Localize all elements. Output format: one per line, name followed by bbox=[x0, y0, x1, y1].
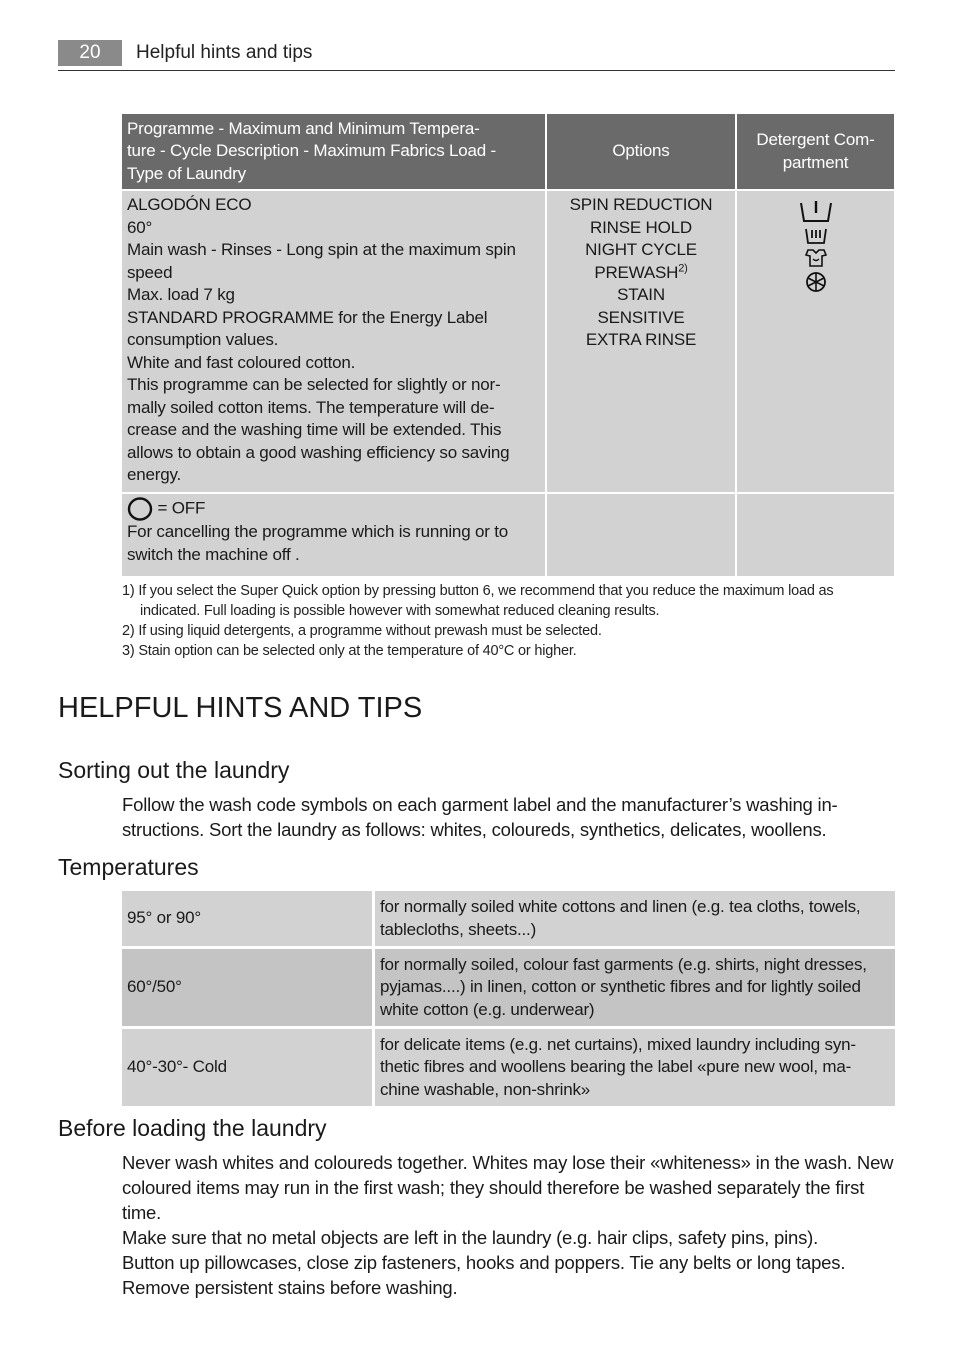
header-detergent: Detergent Com- partment bbox=[737, 114, 894, 189]
option-item: SENSITIVE bbox=[597, 307, 685, 327]
temperature-value: 95° or 90° bbox=[122, 891, 375, 946]
programme-description: ALGODÓN ECO 60° Main wash - Rinses - Long spin at the maximum spin speed Max. load 7 kg STANDARD PROGRAMME for the Energy Label consumption values. White and fast coloured cotton. This programme can be selected for slightly or nor- mally soiled cotton items. The temperature will de- crease and the washing time will be extended. This allows to obtain a good washing efficiency so saving energy. bbox=[122, 191, 545, 492]
programme-table bbox=[120, 112, 896, 578]
header-options: Options bbox=[547, 114, 735, 189]
detergent-compartments bbox=[737, 191, 894, 492]
before-loading-p2: Make sure that no metal objects are left in the laundry (e.g. hair clips, safety pins, pins). bbox=[122, 1227, 819, 1248]
off-label: = OFF bbox=[157, 498, 206, 518]
programme-options bbox=[547, 191, 735, 492]
before-loading-p3: Button up pillowcases, close zip fasteners, hooks and poppers. Tie any belts or long tapes. bbox=[122, 1252, 846, 1273]
option-item: EXTRA RINSE bbox=[585, 330, 697, 349]
programme-name: ALGODÓN ECO bbox=[127, 195, 252, 214]
programme-temp: 60° bbox=[127, 217, 153, 237]
programme-table-header bbox=[122, 114, 894, 189]
before-loading-p1: Never wash whites and coloureds together. Whites may lose their «whiteness» in the wash. New coloured items may run in the first wash; they should therefore be washed separately the first time. bbox=[122, 1152, 894, 1223]
temperature-desc: for normally soiled white cottons and linen (e.g. tea cloths, towels, tablecloths, sheets...) bbox=[375, 891, 895, 946]
page-header bbox=[58, 40, 895, 71]
header-title: Helpful hints and tips bbox=[136, 42, 313, 63]
off-circle-icon bbox=[127, 497, 153, 521]
off-description: = OFF For cancelling the programme which is running or to switch the machine off . bbox=[122, 494, 545, 576]
section-title: HELPFUL HINTS AND TIPS bbox=[58, 692, 423, 724]
option-item: PREWASH$^{2)}$ bbox=[594, 261, 688, 282]
sorting-text: Follow the wash code symbols on each garment label and the manufacturer’s washing in-structions. Sort the laundry as follows: whites, coloureds, synthetics, delicates, woollens. bbox=[122, 794, 838, 840]
table-row bbox=[122, 949, 895, 1026]
footnote-1: 1) If you select the Super Quick option by pressing button 6, we recommend that you reduce the maximum load as indicated. Full loading is possible however with somewhat reduced cleaning results. bbox=[122, 583, 834, 619]
footnote-3: 3) Stain option can be selected only at the temperature of 40°C or higher. bbox=[122, 643, 577, 659]
option-item: STAIN bbox=[617, 285, 665, 304]
temperature-desc: for delicate items (e.g. net curtains), mixed laundry including syn-thetic fibres and woollens bearing the label «pure new wool, ma-chine washable, non-shrink» bbox=[375, 1029, 895, 1106]
table-row bbox=[122, 1029, 895, 1106]
off-options bbox=[547, 494, 735, 576]
option-item: NIGHT CYCLE bbox=[585, 240, 697, 259]
temperature-value: 60°/50° bbox=[122, 949, 375, 1026]
header-programme: Programme - Maximum and Minimum Tempera- ture - Cycle Description - Maximum Fabrics Load - Type of Laundry bbox=[122, 114, 545, 189]
option-item: RINSE HOLD bbox=[590, 217, 692, 237]
footnote-2: 2) If using liquid detergents, a programme without prewash must be selected. bbox=[122, 623, 602, 639]
programme-load: Max. load 7 kg bbox=[127, 285, 235, 304]
before-loading-title: Before loading the laundry bbox=[58, 1115, 327, 1141]
page-number: 20 bbox=[58, 40, 122, 66]
temperature-value: 40°-30°- Cold bbox=[122, 1029, 375, 1106]
before-loading-text bbox=[122, 1150, 895, 1300]
option-item: SPIN REDUCTION bbox=[569, 195, 713, 214]
main-wash-compartment-icon bbox=[799, 200, 833, 224]
sorting-title: Sorting out the laundry bbox=[58, 757, 290, 783]
off-detergent bbox=[737, 494, 894, 576]
temperature-desc: for normally soiled, colour fast garments (e.g. shirts, night dresses, pyjamas....) in linen, cotton or synthetic fibres and for lightly soiled white cotton (e.g. underwear) bbox=[375, 949, 895, 1026]
stain-remover-icon bbox=[805, 271, 827, 293]
temperatures-title: Temperatures bbox=[58, 854, 199, 880]
table-row bbox=[122, 891, 895, 946]
footnotes bbox=[122, 581, 895, 661]
programme-laundry: White and fast coloured cotton. bbox=[127, 352, 356, 372]
prewash-compartment-icon bbox=[804, 227, 828, 245]
footnote-ref: 2) bbox=[678, 261, 688, 274]
programme-row-algodon bbox=[122, 191, 894, 492]
temperatures-table bbox=[122, 888, 895, 1109]
before-loading-p4: Remove persistent stains before washing. bbox=[122, 1277, 458, 1298]
programme-row-off bbox=[122, 494, 894, 576]
fabric-conditioner-icon bbox=[804, 248, 828, 268]
